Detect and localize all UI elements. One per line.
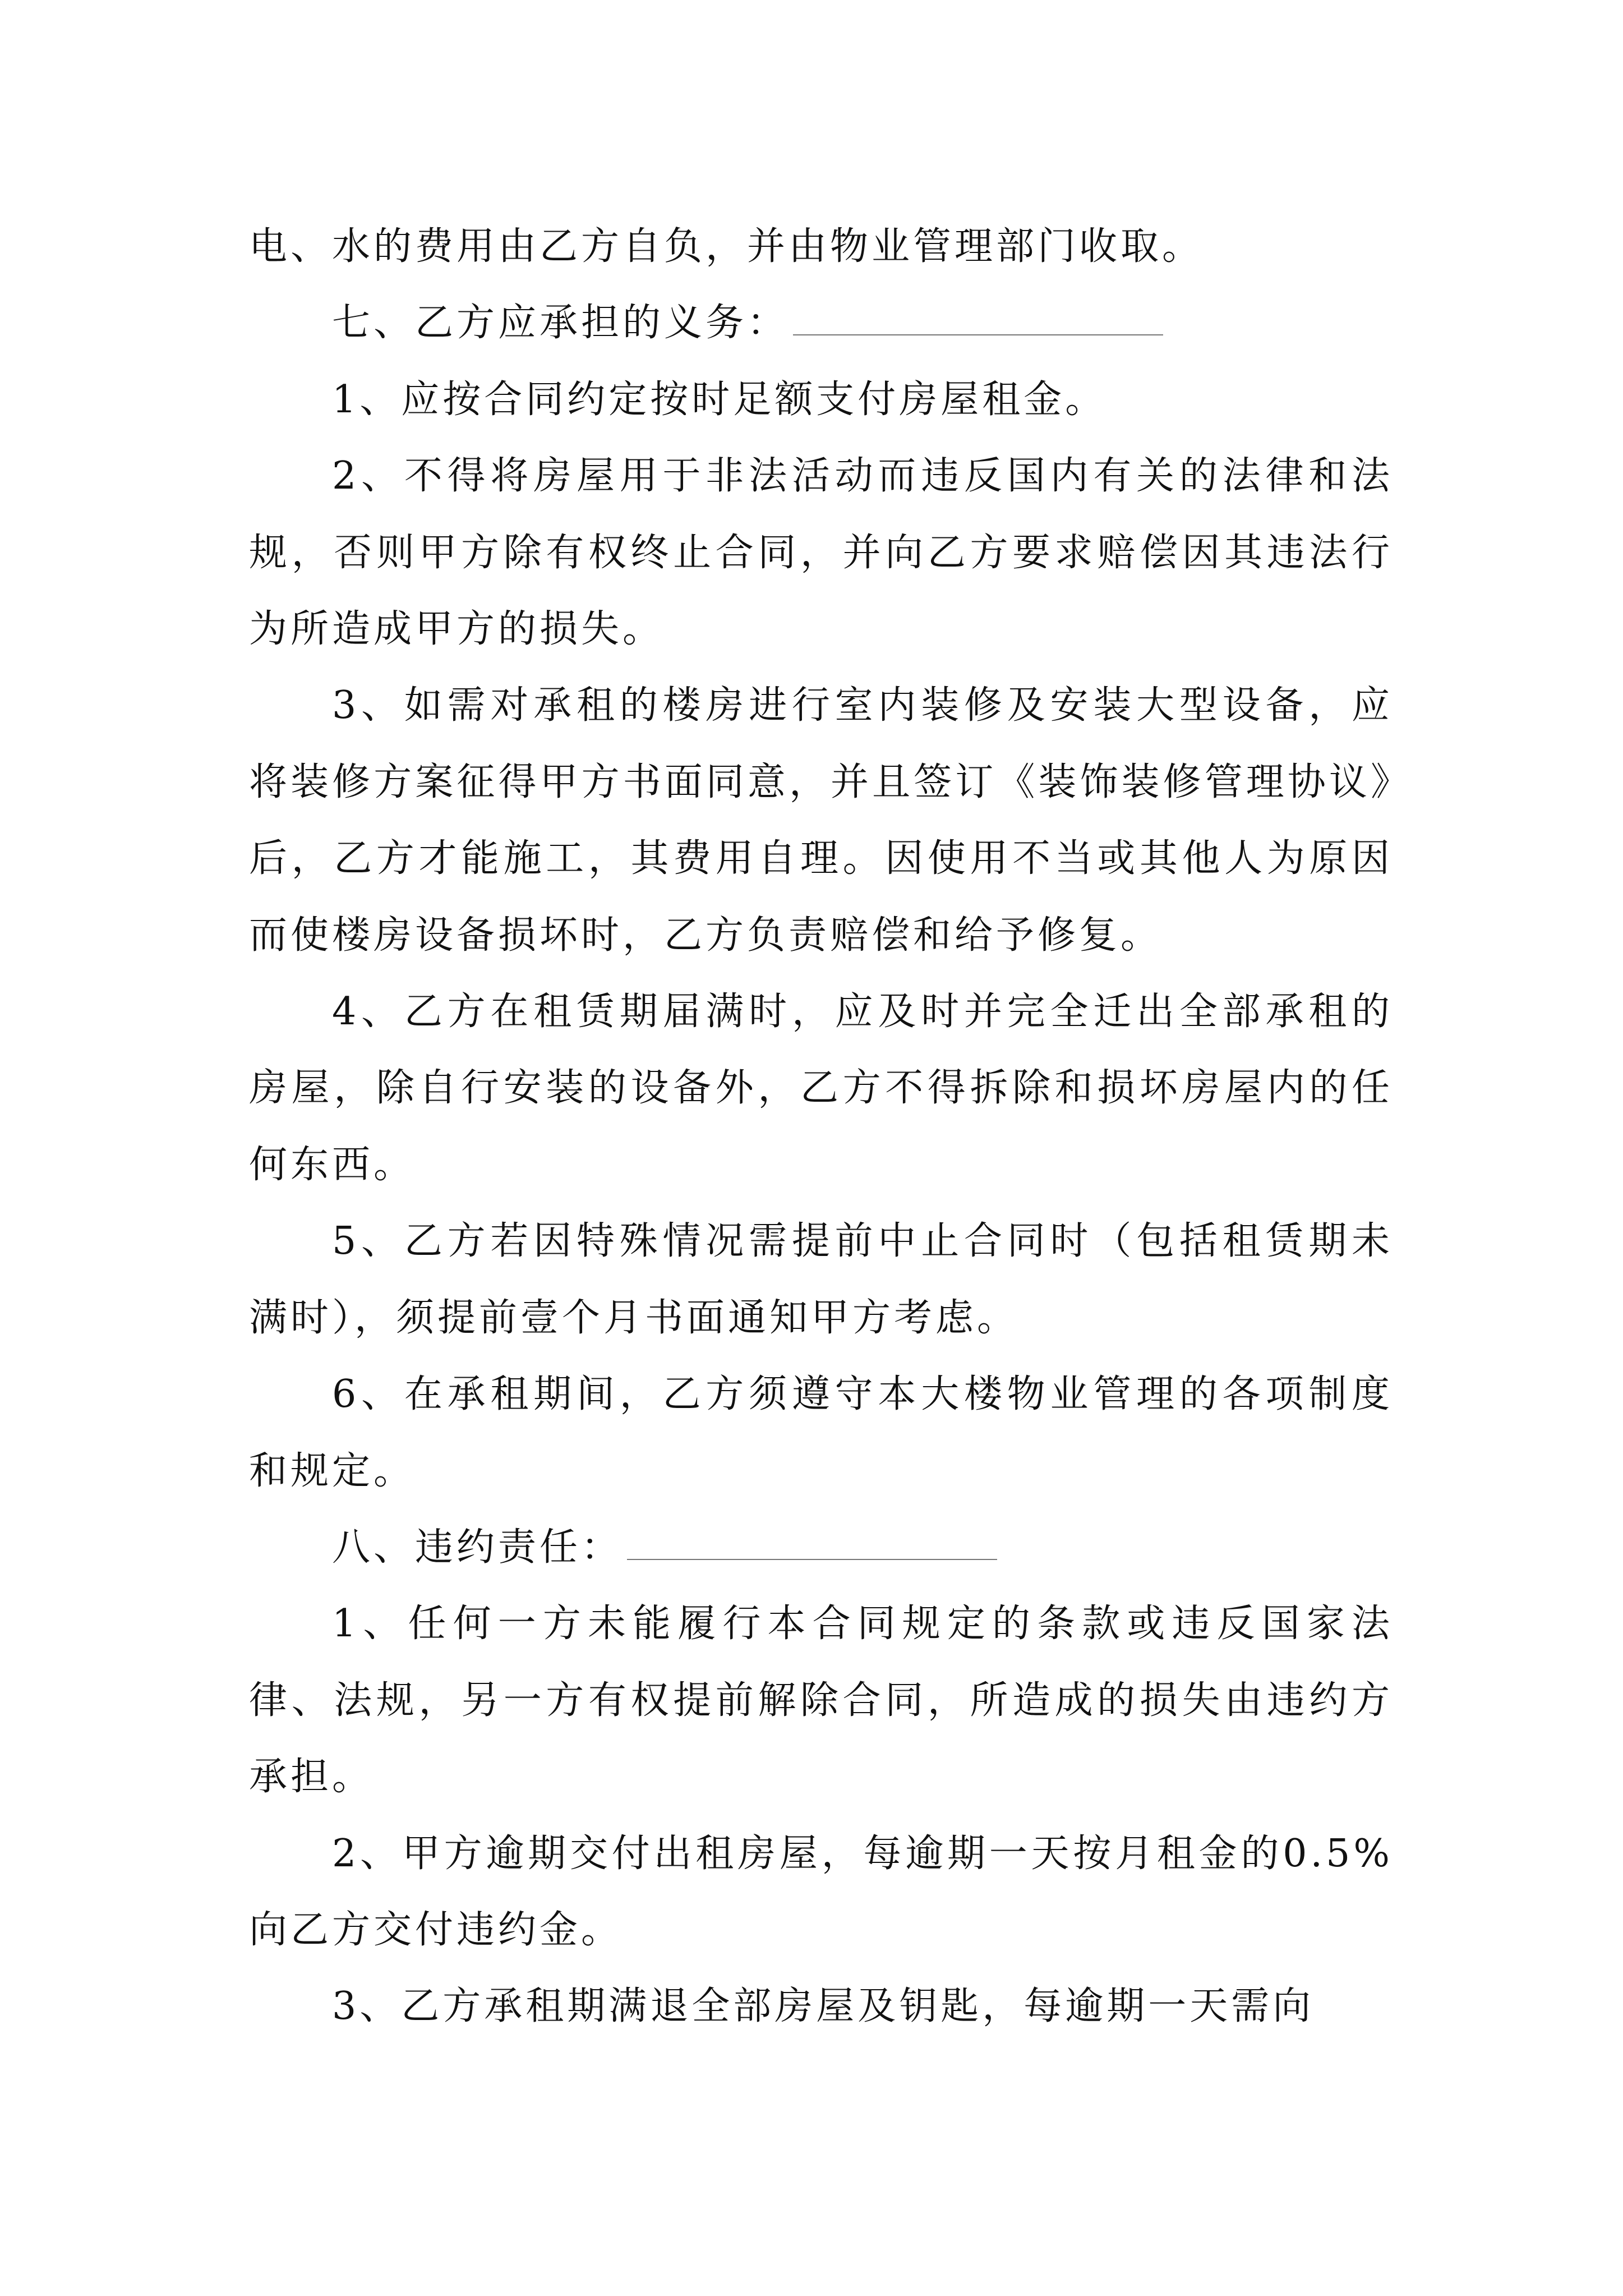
fill-in-blank	[793, 301, 1163, 335]
clause-7-4: 4、乙方在租赁期届满时，应及时并完全迁出全部承租的房屋，除自行安装的设备外，乙方不得拆除和损坏房屋内的任何东西。	[249, 990, 1393, 1187]
clause-8-3: 3、乙方承租期满退全部房屋及钥匙，每逾期一天需向	[332, 1984, 1315, 2029]
document-body	[249, 209, 1393, 2045]
fill-in-blank	[627, 1525, 997, 1560]
clause-7-5: 5、乙方若因特殊情况需提前中止合同时（包括租赁期未满时），须提前壹个月书面通知甲方考虑。	[249, 1219, 1393, 1340]
paragraph-continuation: 电、水的费用由乙方自负，并由物业管理部门收取。	[249, 224, 1204, 269]
clause-7-6: 6、在承租期间，乙方须遵守本大楼物业管理的各项制度和规定。	[249, 1372, 1393, 1493]
clause-7-2: 2、不得将房屋用于非法活动而违反国内有关的法律和法规，否则甲方除有权终止合同，并向乙方要求赔偿因其违法行为所造成甲方的损失。	[249, 454, 1393, 652]
clause-7-3: 3、如需对承租的楼房进行室内装修及安装大型设备，应将装修方案征得甲方书面同意，并且签订《装饰装修管理协议》后，乙方才能施工，其费用自理。因使用不当或其他人为原因而使楼房设备损坏时，乙方负责赔偿和给予修复。	[249, 683, 1393, 958]
section-heading-label: 七、乙方应承担的义务：	[332, 301, 789, 346]
clause-7-1: 1、应按合同约定按时足额支付房屋租金。	[332, 377, 1107, 422]
section-heading-label: 八、违约责任：	[332, 1525, 623, 1570]
section-heading-liability	[249, 1510, 1393, 1586]
clause-8-2: 2、甲方逾期交付出租房屋，每逾期一天按月租金的0.5%向乙方交付违约金。	[249, 1831, 1393, 1952]
clause-8-1: 1、任何一方未能履行本合同规定的条款或违反国家法律、法规，另一方有权提前解除合同，所造成的损失由违约方承担。	[249, 1602, 1393, 1800]
section-heading-obligations	[249, 285, 1393, 361]
